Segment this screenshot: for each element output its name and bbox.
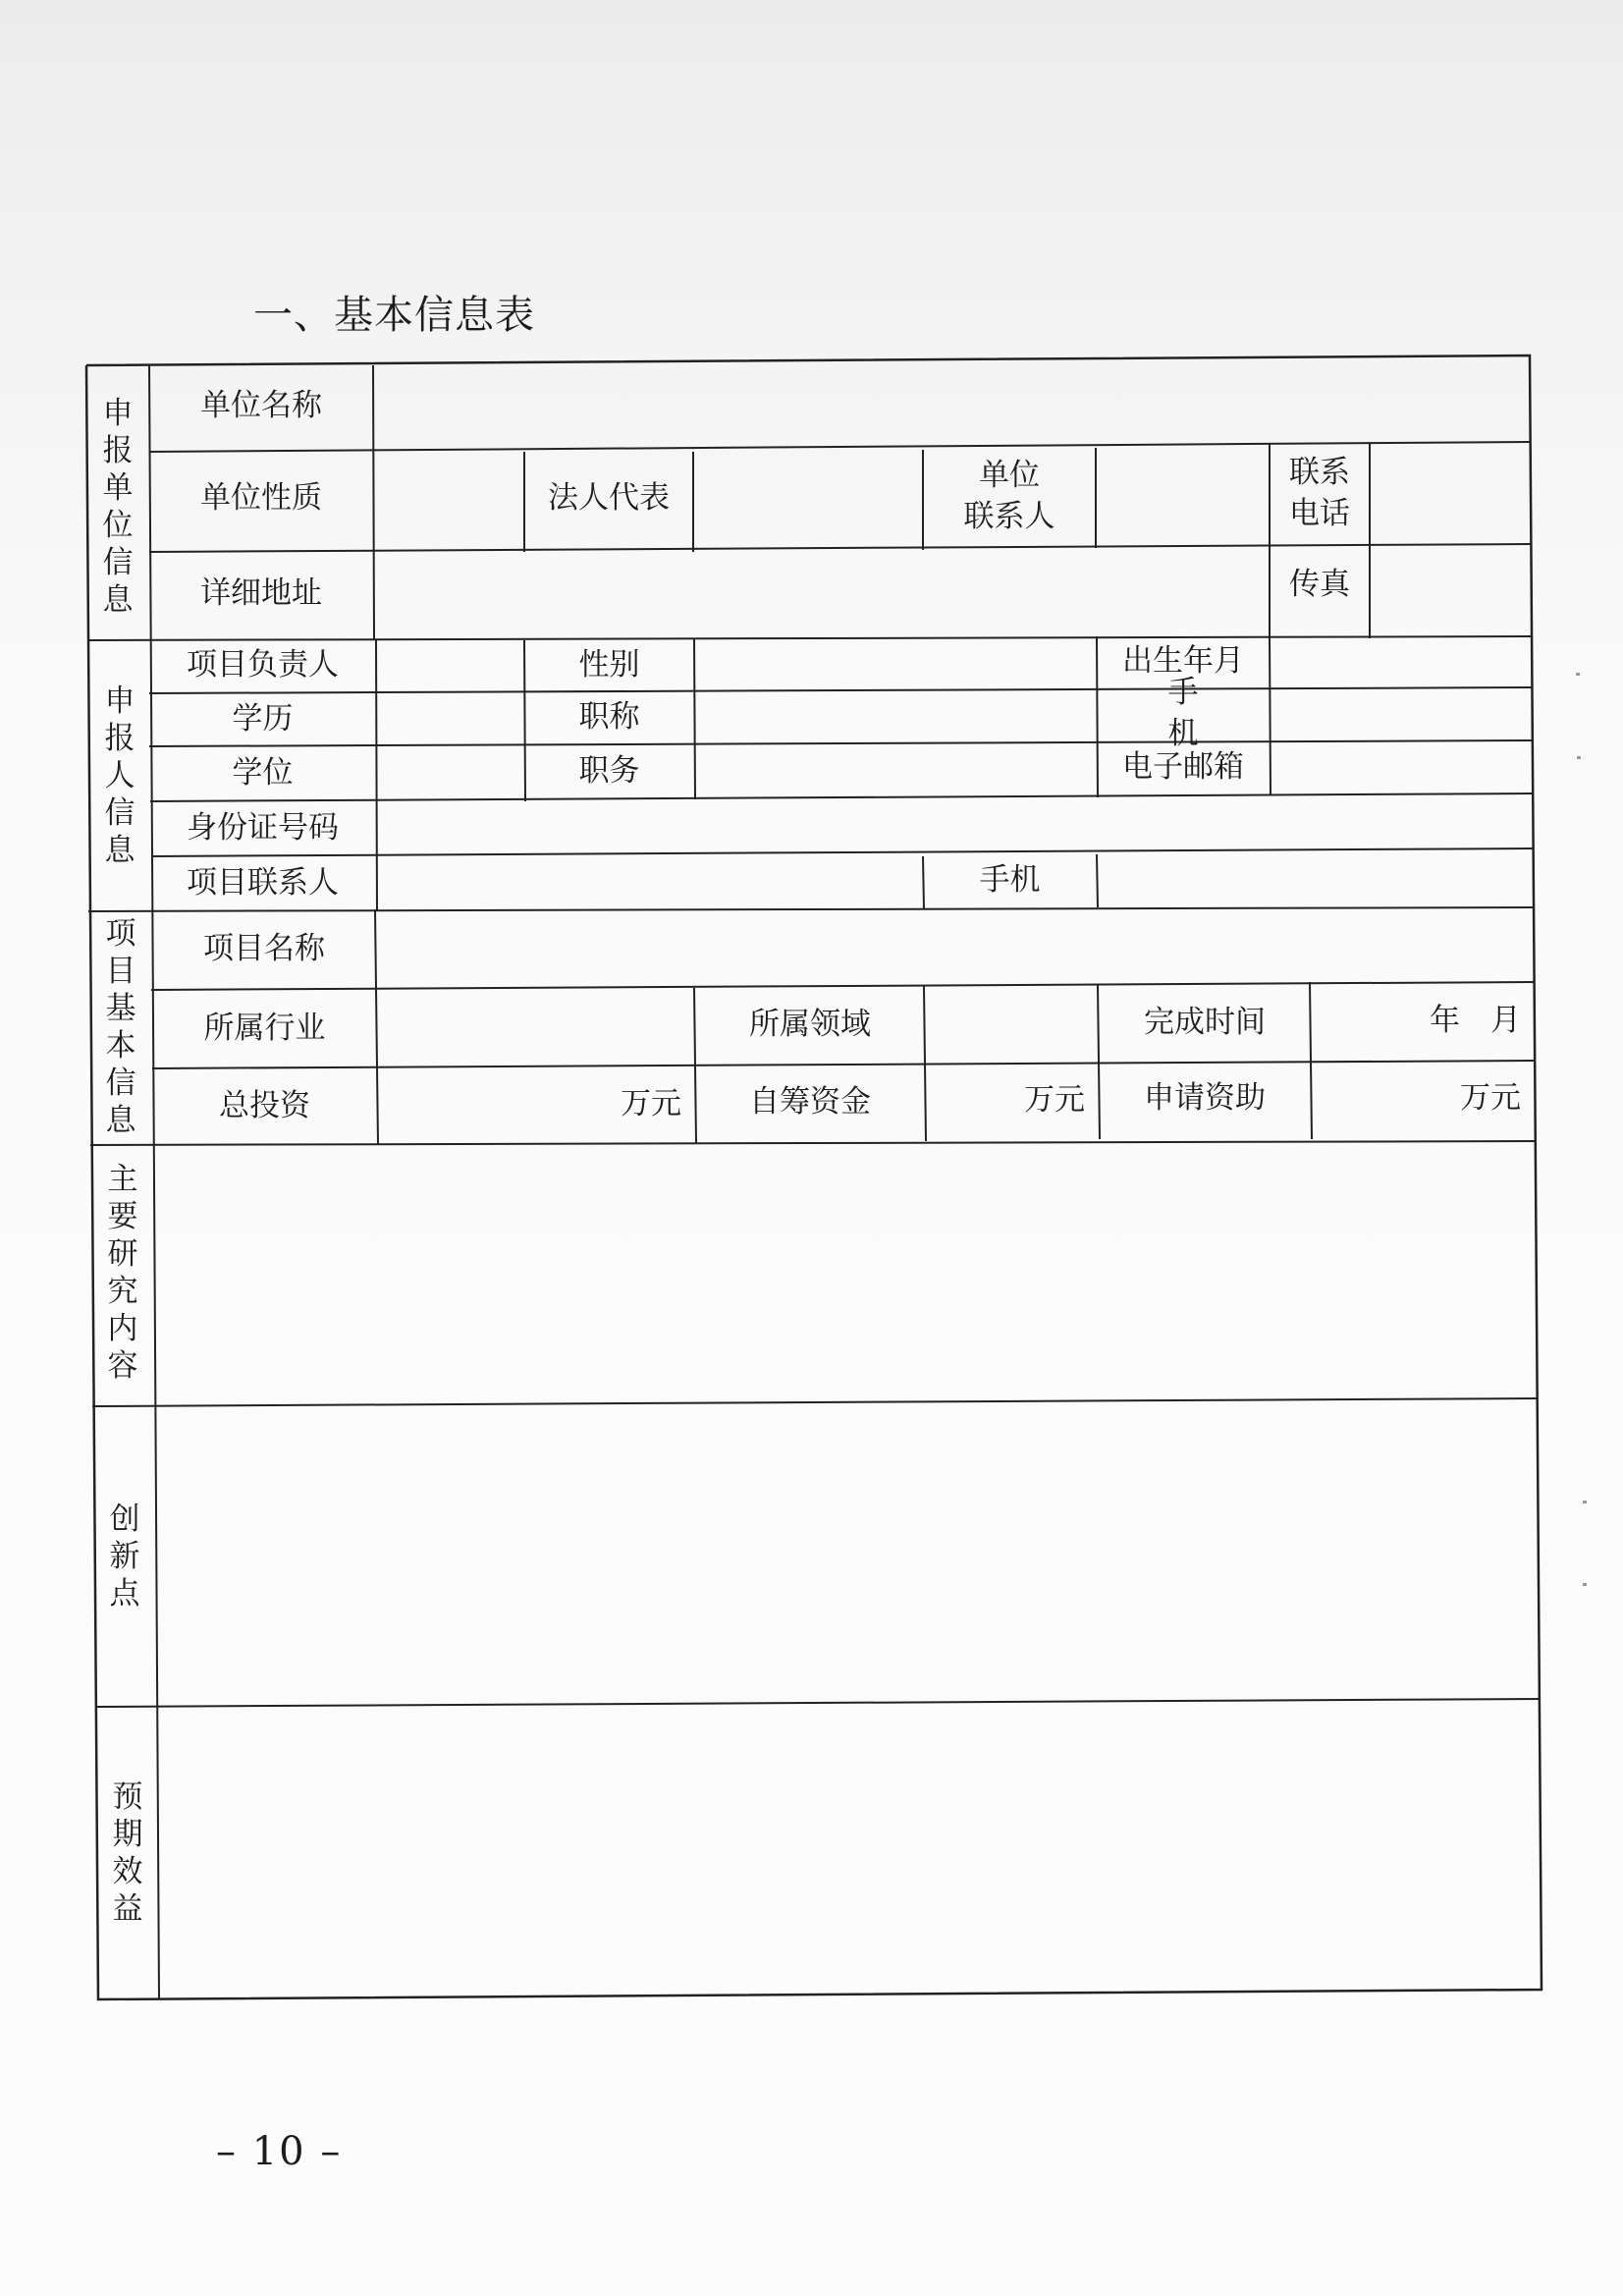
project-info-group-label xyxy=(89,909,152,1145)
vertical-label-char: 效 xyxy=(112,1854,143,1889)
vertical-label-char: 报 xyxy=(102,432,134,468)
total-investment-label: 总投资 xyxy=(219,1088,310,1124)
vertical-label-char: 信 xyxy=(104,795,135,832)
vertical-label-char: 期 xyxy=(112,1816,143,1852)
vertical-label-char: 息 xyxy=(102,582,134,619)
vertical-label-char: 预 xyxy=(112,1778,143,1815)
expected-benefits-label xyxy=(96,1707,159,1999)
unit-contact-label-line: 联系人 xyxy=(963,499,1055,534)
vertical-label-char: 新 xyxy=(109,1538,140,1574)
vertical-label-char: 目 xyxy=(105,953,136,989)
vertical-label-char: 益 xyxy=(112,1891,143,1928)
industry-label: 所属行业 xyxy=(203,1011,326,1047)
legal-rep-label: 法人代表 xyxy=(548,480,670,517)
scan-speck xyxy=(1583,1501,1587,1503)
vertical-label-char: 究 xyxy=(107,1274,138,1309)
col-line xyxy=(1270,636,1271,795)
vertical-label-char: 息 xyxy=(105,1103,136,1139)
contact-phone-label-line: 电话 xyxy=(1289,496,1350,531)
row-line xyxy=(95,1699,1540,1707)
email-label: 电子邮箱 xyxy=(1122,749,1244,786)
col-line xyxy=(373,365,374,640)
vertical-label-char: 容 xyxy=(107,1348,138,1385)
vertical-label-char: 要 xyxy=(107,1198,138,1234)
scan-speck xyxy=(1576,673,1580,676)
address-label: 详细地址 xyxy=(200,575,322,612)
vertical-label-char: 位 xyxy=(102,508,134,543)
vertical-label-char: 单 xyxy=(102,469,134,506)
page-title: 一、基本信息表 xyxy=(253,293,535,338)
requested-funding-unit: 万元 xyxy=(1460,1080,1521,1117)
completion-label: 完成时间 xyxy=(1144,1005,1266,1041)
vertical-label-char: 创 xyxy=(109,1501,140,1537)
self-funding-label: 自筹资金 xyxy=(749,1084,871,1121)
scan-speck xyxy=(1577,756,1581,759)
vertical-label-char: 信 xyxy=(102,545,134,581)
vertical-label-char: 信 xyxy=(105,1066,136,1102)
org-info-group-label xyxy=(86,373,149,640)
col-line xyxy=(1097,854,1098,907)
contact-phone-label-line: 联系 xyxy=(1289,455,1350,491)
vertical-label-char: 息 xyxy=(104,833,135,869)
row-line xyxy=(92,1398,1538,1406)
contact-mobile-label: 手机 xyxy=(979,862,1041,899)
vertical-label-char: 申 xyxy=(102,395,134,431)
project-contact-label: 项目联系人 xyxy=(187,865,339,902)
unit-name-label: 单位名称 xyxy=(200,388,322,424)
field-label: 所属领域 xyxy=(749,1007,871,1043)
vertical-label-char: 点 xyxy=(109,1576,140,1613)
unit-nature-label: 单位性质 xyxy=(200,480,322,517)
unit-contact-label-line: 单位 xyxy=(979,458,1040,494)
fax-label: 传真 xyxy=(1289,567,1350,603)
col-line xyxy=(694,638,695,799)
col-line xyxy=(376,640,377,911)
vertical-label-char: 人 xyxy=(104,757,135,793)
page-number: – 10 – xyxy=(216,2129,343,2174)
applicant-info-group-label xyxy=(88,640,151,911)
education-label: 学历 xyxy=(232,701,294,738)
project-name-label: 项目名称 xyxy=(203,931,325,967)
vertical-label-char: 研 xyxy=(107,1235,138,1272)
birth-label: 出生年月 xyxy=(1122,643,1244,680)
vertical-label-char: 报 xyxy=(104,720,135,756)
vertical-label-char: 本 xyxy=(105,1028,136,1064)
project-leader-label: 项目负责人 xyxy=(187,647,339,683)
vertical-label-char: 主 xyxy=(107,1161,138,1197)
vertical-label-char: 项 xyxy=(105,915,136,952)
scan-speck xyxy=(1583,1583,1587,1586)
position-label: 职务 xyxy=(578,753,640,790)
vertical-label-char: 基 xyxy=(105,990,136,1026)
contact-phone-label xyxy=(1270,444,1370,544)
completion-unit: 年 月 xyxy=(1430,1003,1521,1039)
self-funding-unit: 万元 xyxy=(1024,1082,1085,1119)
mobile-label xyxy=(1097,675,1270,751)
mobile-label-text: 手机 xyxy=(1167,675,1244,751)
vertical-label-char: 申 xyxy=(104,683,135,719)
total-investment-unit: 万元 xyxy=(621,1086,681,1122)
vertical-label-char: 内 xyxy=(107,1311,138,1347)
id-number-label: 身份证号码 xyxy=(187,810,339,847)
degree-label: 学位 xyxy=(232,755,294,792)
research-content-label xyxy=(91,1149,154,1396)
unit-contact-label xyxy=(923,448,1096,546)
gender-label: 性别 xyxy=(578,647,640,683)
requested-funding-label: 申请资助 xyxy=(1144,1080,1266,1117)
innovation-label xyxy=(93,1406,156,1707)
title-label: 职称 xyxy=(578,699,640,736)
